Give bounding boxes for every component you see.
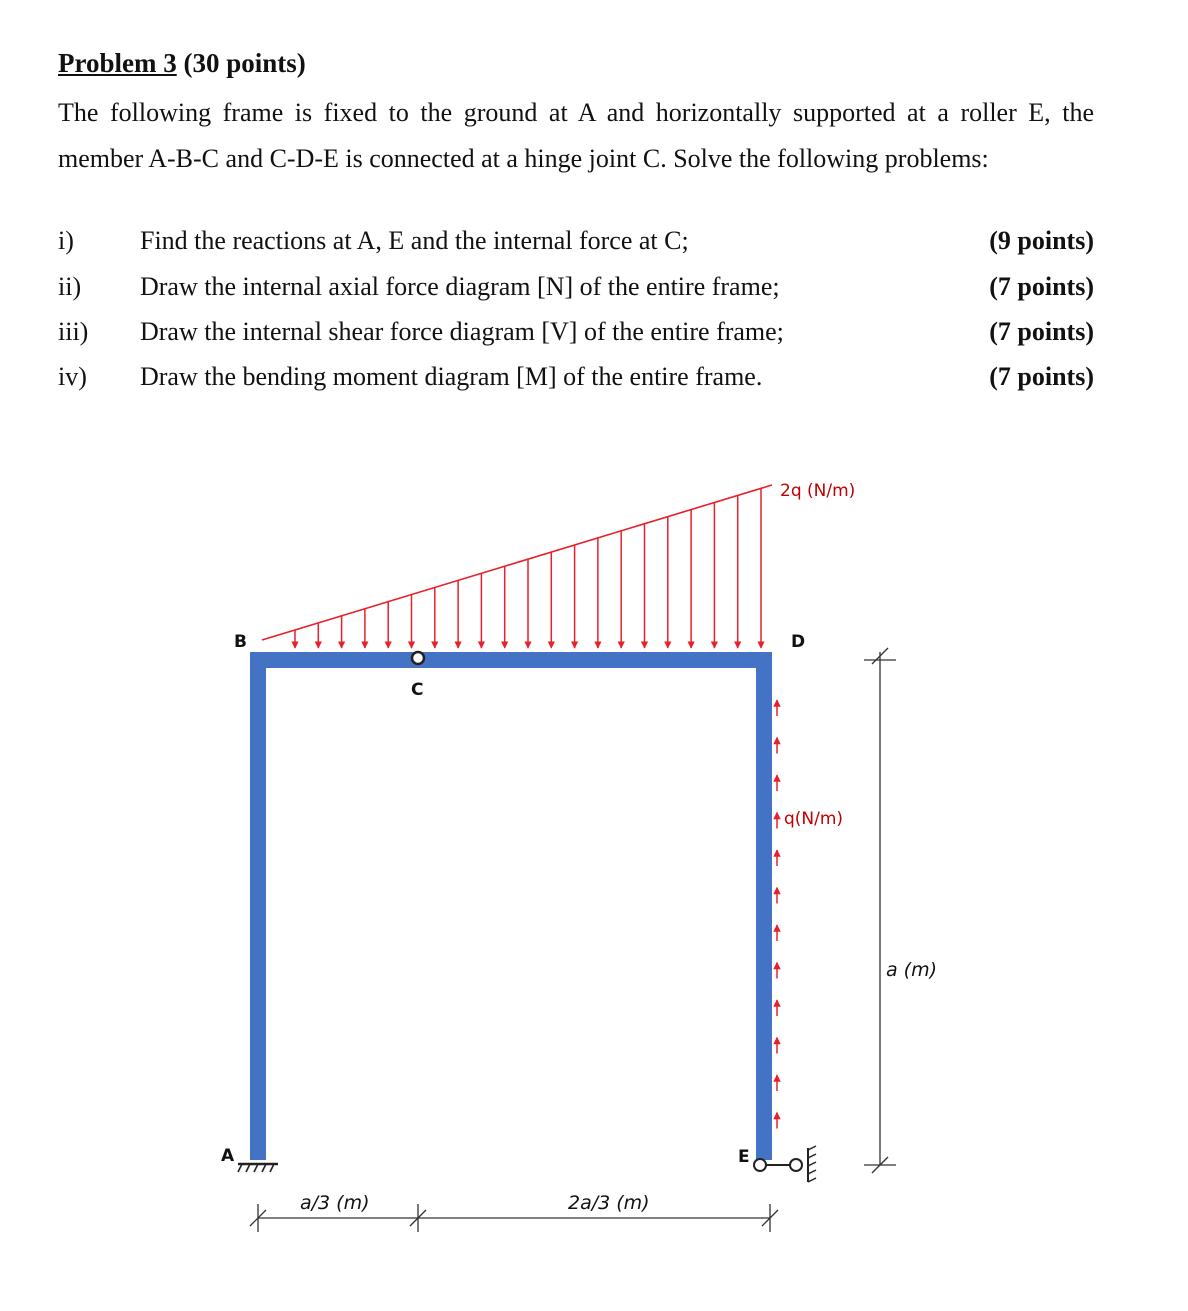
column-ab [250, 652, 266, 1160]
dimension-left-span: a/3 (m) [300, 1192, 370, 1214]
vertical-dimension [864, 648, 896, 1173]
node-label-d: D [791, 632, 806, 652]
task-number: iii) [58, 317, 89, 346]
problem-intro: The following frame is fixed to the ground at A and horizontally supported at a roller E, the member A-B-C and C-D-E is connected at a hinge joint C. Solve the following problems: [58, 98, 1094, 173]
task-number: iv) [58, 362, 87, 391]
task-text: Draw the internal shear force diagram [V] of the entire frame; [140, 317, 784, 346]
task-number: i) [58, 226, 74, 255]
task-points: (7 points) [989, 272, 1094, 301]
node-label-c: C [411, 680, 424, 700]
beam-bd [250, 652, 772, 668]
task-text: Draw the internal axial force diagram [N] of the entire frame; [140, 272, 780, 301]
node-label-b: B [234, 632, 247, 652]
column-de [756, 652, 772, 1160]
problem-title-points: (30 points) [183, 48, 306, 78]
dimension-height-label: a (m) [886, 959, 938, 981]
top-load-label: 2q (N/m) [780, 481, 856, 501]
hinge-c [412, 652, 424, 664]
top-distributed-load [262, 485, 772, 648]
task-text: Find the reactions at A, E and the internal force at C; [140, 226, 689, 255]
problem-title-main: Problem 3 [58, 48, 177, 78]
side-load-label: q(N/m) [784, 809, 844, 829]
dimension-right-span: 2a/3 (m) [568, 1192, 650, 1214]
dimension-height [886, 959, 937, 981]
fixed-support-a [238, 1164, 278, 1172]
top-load-arrows [295, 488, 761, 648]
task-number: ii) [58, 272, 82, 301]
task-points: (9 points) [989, 226, 1094, 255]
frame-members [250, 652, 772, 1160]
node-label-a: A [221, 1146, 235, 1166]
task-points: (7 points) [989, 317, 1094, 346]
load-envelope-line [262, 485, 772, 640]
task-text: Draw the bending moment diagram [M] of the entire frame. [140, 362, 763, 391]
node-label-e: E [738, 1147, 750, 1167]
task-points: (7 points) [989, 362, 1094, 391]
